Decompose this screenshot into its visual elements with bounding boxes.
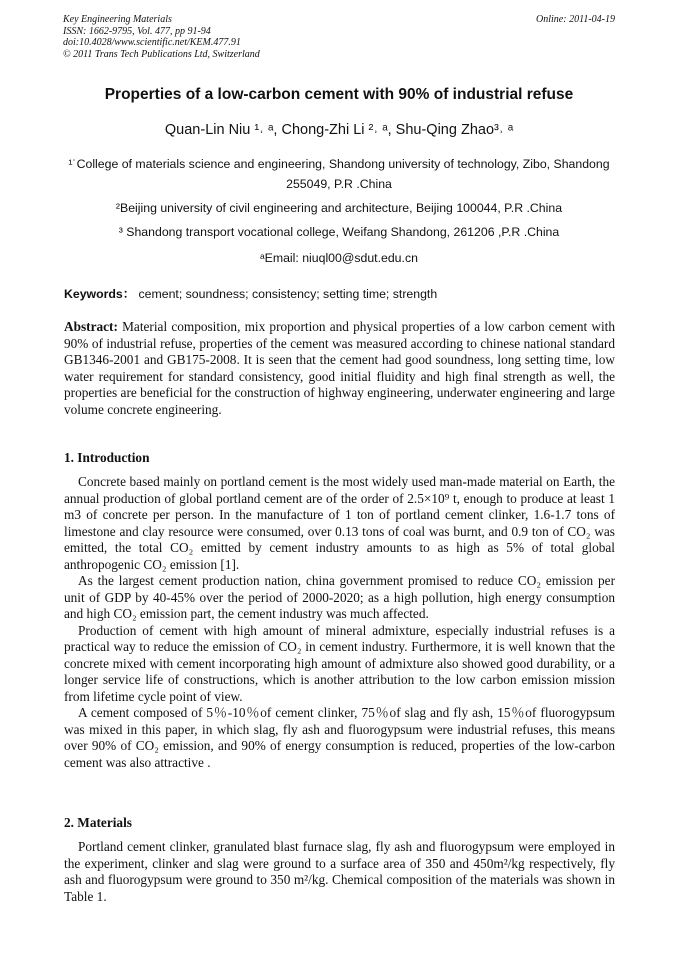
- section-heading-introduction: 1. Introduction: [64, 450, 150, 465]
- email: ᵃEmail: niuql00@sdut.edu.cn: [260, 251, 418, 265]
- affiliation-1: ¹˙College of materials science and engineering, Shandong university of technology, Zibo, Shandong 255049, P.R .China: [68, 157, 610, 191]
- paragraph: A cement composed of 5％-10％of cement clinker, 75％of slag and fly ash, 15％of fluorogypsum was mixed in this paper, in which slag, fly ash and fluorogypsum were industrial refuses, this means over 90% of CO₂ emission, and 90% of energy consumption is reduced, properties of the low-carbon cement was also attractive .: [64, 705, 615, 770]
- journal-info: [63, 14, 260, 60]
- doi: doi:10.4028/www.scientific.net/KEM.477.91: [63, 37, 241, 49]
- affiliation-3: ³ Shandong transport vocational college, Weifang Shandong, 261206 ,P.R .China: [118, 225, 560, 239]
- keywords-label: Keywords：: [64, 287, 136, 301]
- abstract: [64, 319, 615, 418]
- authors: Quan-Lin Niu ¹˒ ᵃ, Chong-Zhi Li ²˒ ᵃ, Shu-Qing Zhao³˒ ᵃ: [164, 122, 514, 138]
- section-heading-materials: 2. Materials: [64, 815, 132, 830]
- paragraph: Concrete based mainly on portland cement is the most widely used man-made material on Earth, the annual production of global portland cement are of the order of 2.5×10⁹ t, enough to produce at least 1 m3 of concrete per person. In the manufacture of 1 ton of portland cement clinker, 1.6-1.7 tons of limestone and clay resource were consumed, over 0.13 tons of coal was burnt, and 0.9 ton of CO₂ was emitted, the total CO₂ emitted by cement industry amounts to as high as 5% of total global anthropogenic CO₂ emission [1].: [64, 474, 615, 572]
- journal-name: Key Engineering Materials: [63, 14, 172, 25]
- paragraph: Portland cement clinker, granulated blast furnace slag, fly ash and fluorogypsum were employed in the experiment, clinker and slag were ground to a surface area of 350 and 450m²/kg respectively, fly ash and fluorogypsum were ground to 350 m²/kg. Chemical composition of the materials was shown in Table 1.: [64, 839, 615, 904]
- paper-title: Properties of a low-carbon cement with 90% of industrial refuse: [104, 86, 574, 103]
- issn: ISSN: 1662-9795, Vol. 477, pp 91-94: [63, 25, 211, 37]
- keywords: [64, 284, 437, 302]
- affiliation-2: ²Beijing university of civil engineering and architecture, Beijing 100044, P.R .China: [115, 201, 563, 215]
- introduction-body: [64, 474, 615, 771]
- materials-body: [64, 839, 615, 905]
- paragraph: As the largest cement production nation, china government promised to reduce CO₂ emission per unit of GDP by 40-45% over the period of 2000-2020; as a high pollution, high energy consumption and high CO₂ emission part, the cement industry was much affected.: [64, 573, 615, 621]
- abstract-text: Material composition, mix proportion and physical properties of a low carbon cement with 90% of industrial refuse, properties of the cement was measured according to chinese national standard GB1346-2001 and GB175-2008. It is seen that the cement had good soundness, long setting time, low water requirement for standard consistency, good initial fluidity and high final strength as well, the properties are beneficial for the construction of highway engineering, underwater engineering and large volume concrete engineering.: [64, 319, 615, 417]
- paragraph: Production of cement with high amount of mineral admixture, especially industrial refuses is a practical way to reduce the emission of CO₂ in cement industry. Furthermore, it is well known that the concrete mixed with cement incorporating high amount of admixture also showed good durability, or a longer service life of constructions, which is another attribution to the low carbon emission mission from lifetime cycle point of view.: [64, 622, 615, 704]
- online-date: Online: 2011-04-19: [536, 14, 615, 25]
- abstract-label: Abstract:: [64, 319, 118, 334]
- copyright: © 2011 Trans Tech Publications Ltd, Switzerland: [63, 48, 260, 60]
- keywords-text: cement; soundness; consistency; setting time; strength: [138, 287, 438, 301]
